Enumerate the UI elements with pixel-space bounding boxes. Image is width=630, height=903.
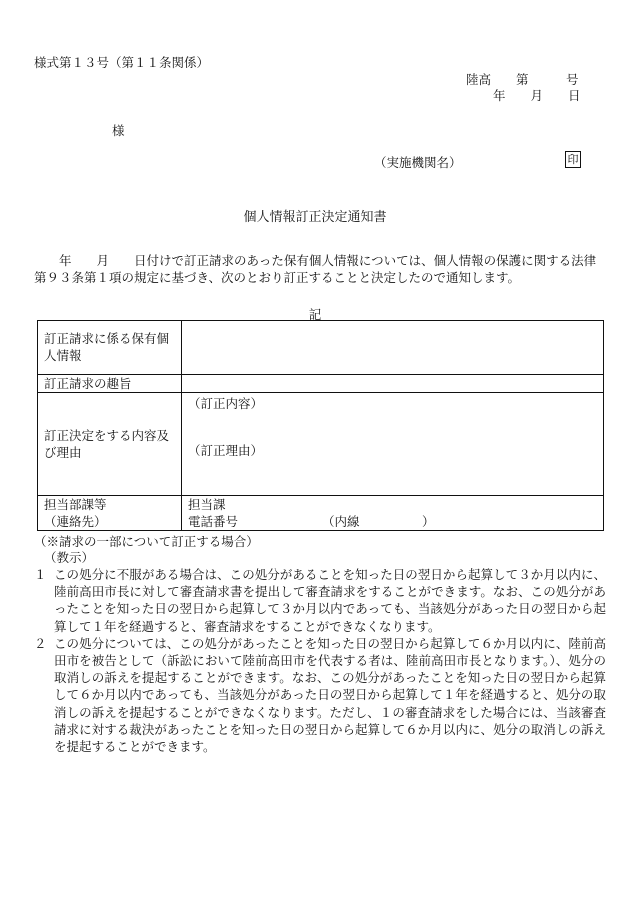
seal-box: 印 (565, 151, 581, 168)
item-text: この処分については、この処分があったことを知った日の翌日から起算して６か月以内に、陸前高田市を被告として（訴訟において陸前高田市を代表する者は、陸前高田市長となります。）、処分の取消しの訴えを提起することができます。なお、この処分があったことを知った日の翌日から起算して６か月以内であっても、当該処分があった日の翌日から起算して１年を経過すると、処分の取消しの訴えを提起することができなくなります。ただし、１の審査請求をした場合には、当該審査請求に対する裁決があったことを知った日の翌日から起算して６か月以内に、処分の取消しの訴えを提起することができます。 (54, 635, 606, 755)
table-row (38, 321, 604, 375)
list-item (34, 635, 606, 755)
row-label-request-purpose: 訂正請求の趣旨 (38, 375, 182, 393)
instruction-heading: （教示） (44, 550, 95, 565)
row-label-decision: 訂正決定をする内容及び理由 (38, 393, 182, 496)
cell-request-purpose (182, 375, 604, 393)
item-number: １ (34, 567, 47, 582)
addressee: 様 (112, 123, 125, 138)
decision-table (37, 320, 604, 531)
contact-label-line2: （連絡先） (44, 514, 107, 529)
ki-marker: 記 (308, 307, 322, 322)
partial-request-note: （※請求の一部について訂正する場合） (34, 534, 259, 549)
table-row (38, 393, 604, 496)
item-text: この処分に不服がある場合は、この処分があることを知った日の翌日から起算して３か月以内に、陸前高田市長に対して審査請求書を提出して審査請求をすることができます。なお、この処分があったことを知った日の翌日から起算して３か月以内であっても、当該処分があった日の翌日から起算して１年を経過すると、審査請求をすることができなくなります。 (54, 567, 606, 634)
row-label-personal-info: 訂正請求に係る保有個人情報 (38, 321, 182, 375)
table-row (38, 496, 604, 531)
item-number: ２ (34, 635, 47, 651)
correction-content-label: （訂正内容） (188, 396, 264, 411)
row-label-contact (38, 496, 182, 531)
form-number: 様式第１３号（第１１条関係） (34, 55, 210, 70)
cell-contact (182, 496, 604, 531)
table-row (38, 375, 604, 393)
correction-reason-label: （訂正理由） (188, 443, 264, 458)
phone-line (188, 513, 603, 530)
document-title: 個人情報訂正決定通知書 (243, 210, 387, 225)
notice-date: 年 月 日 (493, 88, 581, 103)
issuer-name: （実施機関名） (374, 155, 462, 170)
cell-personal-info (182, 321, 604, 375)
phone-label: 電話番号 (188, 514, 239, 529)
reference-number: 陸高 第 号 (466, 72, 579, 87)
contact-label-line1: 担当部課等 (44, 497, 107, 512)
section-label: 担当課 (188, 497, 226, 512)
list-item (34, 566, 606, 635)
cell-decision (182, 393, 604, 496)
instruction-list (34, 566, 606, 755)
extension-label: （内線 ） (322, 514, 435, 529)
intro-paragraph: 年 月 日付けで訂正請求のあった保有個人情報については、個人情報の保護に関する法律第９３条第１項の規定に基づき、次のとおり訂正することと決定したので通知します。 (34, 253, 597, 285)
